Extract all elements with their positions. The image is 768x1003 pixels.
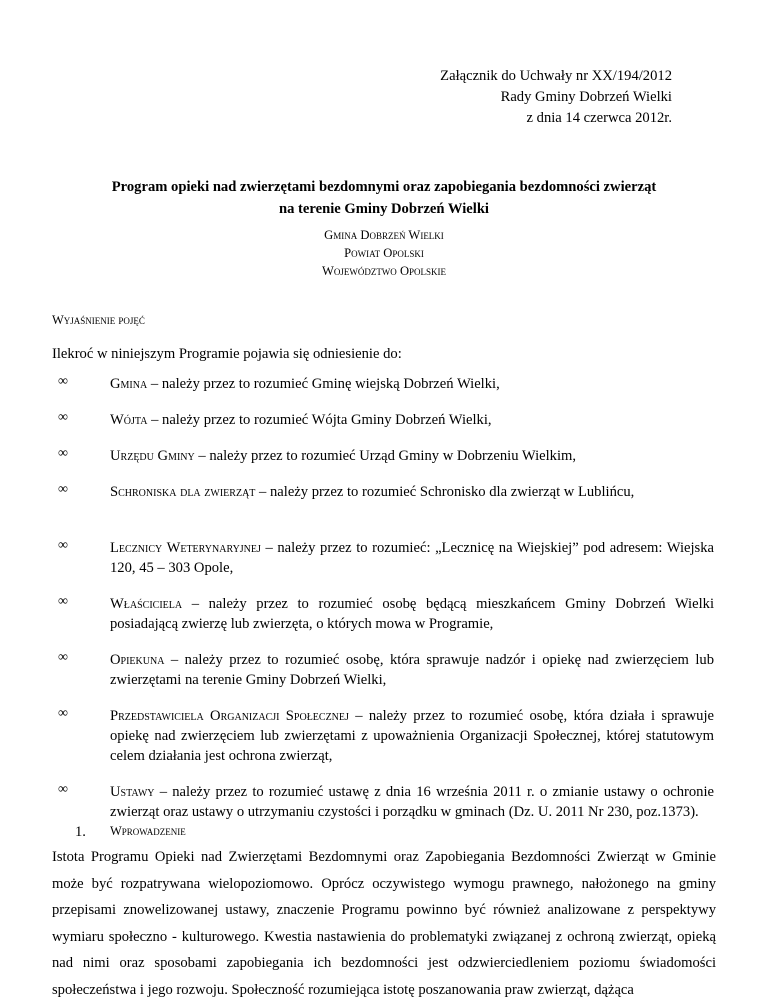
definition-text: – należy przez to rozumieć osobę będącą mieszkańcem Gminy Dobrzeń Wielki posiadającą zwierzę lub zwierzęta, o których mowa w Programie, [110, 596, 714, 632]
definition-text: – należy przez to rozumieć: „Lecznicę na Wiejskiej” pod adresem: Wiejska 120, 45 – 303 Opole, [110, 540, 714, 576]
subtitle-wojewodztwo: Województwo Opolskie [321, 264, 447, 278]
program-title [0, 176, 768, 220]
infinity-bullet-icon: ∞ [58, 374, 68, 389]
subtitle-gmina: Gmina Dobrzeń Wielki [324, 228, 444, 242]
section-title: Wprowadzenie [110, 824, 186, 838]
definition-term: Schroniska dla zwierząt [110, 484, 256, 500]
title-line-2: na terenie Gminy Dobrzeń Wielki [279, 201, 489, 217]
annex-note [440, 66, 672, 129]
infinity-bullet-icon: ∞ [58, 410, 68, 425]
definition-term: Gmina [110, 376, 148, 392]
definition-text: – należy przez to rozumieć Wójta Gminy Dobrzeń Wielki, [147, 412, 492, 428]
annex-line-3: z dnia 14 czerwca 2012r. [526, 110, 672, 126]
subtitle-powiat: Powiat Opolski [344, 246, 424, 260]
annex-line-1: Załącznik do Uchwały nr XX/194/2012 [440, 68, 672, 84]
infinity-bullet-icon: ∞ [58, 782, 68, 797]
infinity-bullet-icon: ∞ [58, 446, 68, 461]
definitions-intro: Ilekroć w niniejszym Programie pojawia się odniesienie do: [52, 346, 402, 362]
infinity-bullet-icon: ∞ [58, 482, 68, 497]
definition-term: Ustawy [110, 784, 155, 800]
definition-text: – należy przez to rozumieć Urząd Gminy w Dobrzeniu Wielkim, [194, 448, 577, 464]
definition-term: Wójta [110, 412, 148, 428]
annex-line-2: Rady Gminy Dobrzeń Wielki [500, 89, 672, 105]
definition-text: – należy przez to rozumieć Gminę wiejską Dobrzeń Wielki, [147, 376, 500, 392]
definition-term: Lecznicy Weterynaryjnej [110, 540, 261, 556]
definitions-heading: Wyjaśnienie pojęć [52, 313, 145, 327]
infinity-bullet-icon: ∞ [58, 538, 68, 553]
definition-text: – należy przez to rozumieć Schronisko dla zwierząt w Lublińcu, [255, 484, 635, 500]
administrative-subtitle [0, 226, 768, 280]
definition-text: – należy przez to rozumieć ustawę z dnia 16 września 2011 r. o zmianie ustawy o ochronie zwierząt oraz ustawy o utrzymaniu czystości i porządku w gminach (Dz. U. 2011 Nr 230, poz.1373). [110, 784, 714, 820]
infinity-bullet-icon: ∞ [58, 594, 68, 609]
section-body: Istota Programu Opieki nad Zwierzętami Bezdomnymi oraz Zapobiegania Bezdomności Zwierząt w Gminie może być rozpatrywana wielopoziomowo. Oprócz oczywistego wymogu prawnego, nałożonego na gminy przepisami znowelizowanej ustawy, znaczenie Programu powinno być również analizowane z perspektywy wymiaru społeczno - kulturowego. Kwestia nastawienia do problematyki związanej z ochroną zwierząt, opieką nad nimi oraz sposobami zapobiegania ich bezdomności jest odzwierciedleniem poziomu świadomości społeczeństwa i jego rozwoju. Społeczność rozumiejąca istotę poszanowania praw zwierząt, dążąca [52, 849, 716, 998]
infinity-bullet-icon: ∞ [58, 706, 68, 721]
definition-text: – należy przez to rozumieć osobę, która działa i sprawuje opiekę nad zwierzęciem lub zwierzętami z upoważnienia Organizacji Społecznej, której statutowym celem działania jest ochrona zwierząt, [110, 708, 715, 764]
section-number: 1. [75, 824, 86, 840]
definition-term: Przedstawiciela Organizacji Społecznej [110, 708, 349, 724]
definition-text: – należy przez to rozumieć osobę, która sprawuje nadzór i opiekę nad zwierzęciem lub zwierzętami na terenie Gminy Dobrzeń Wielki, [110, 652, 714, 688]
definition-term: Opiekuna [110, 652, 165, 668]
title-line-1: Program opieki nad zwierzętami bezdomnymi oraz zapobiegania bezdomności zwierząt [111, 179, 657, 195]
definition-term: Urzędu Gminy [110, 448, 195, 464]
infinity-bullet-icon: ∞ [58, 650, 68, 665]
definition-term: Właściciela [110, 596, 183, 612]
